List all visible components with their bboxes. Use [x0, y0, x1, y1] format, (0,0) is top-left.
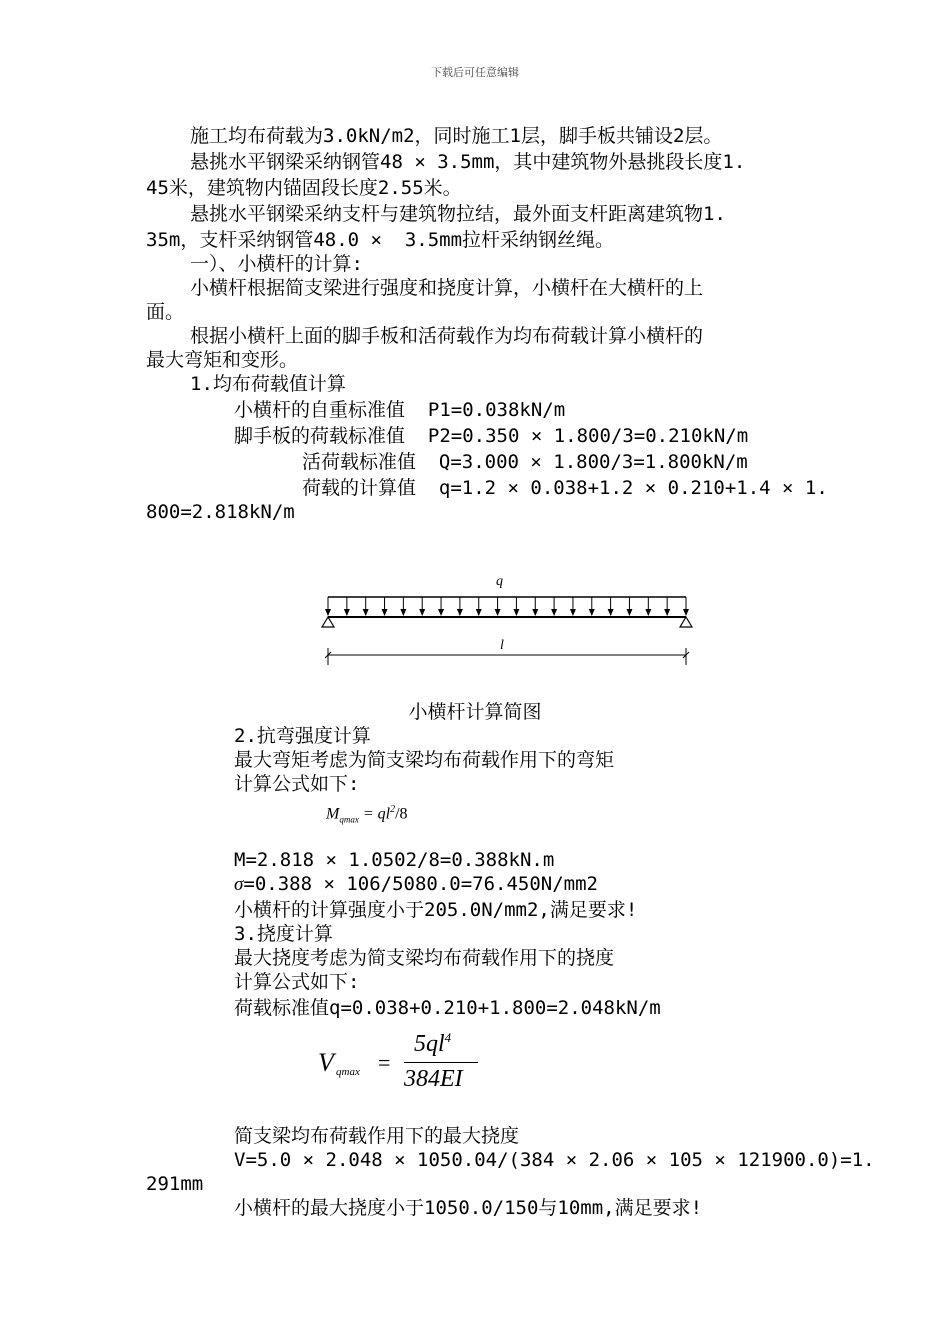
load-arrow-head	[513, 609, 519, 616]
text-line: 悬挑水平钢梁采纳支杆与建筑物拉结，最外面支杆距离建筑物1.	[190, 203, 726, 225]
right-support	[680, 617, 692, 627]
load-arrow-head	[325, 609, 331, 616]
span-label: l	[500, 638, 504, 653]
text-line: 291mm	[146, 1173, 204, 1195]
page-header: 下载后可任意编辑	[431, 66, 519, 79]
load-arrow-head	[495, 609, 501, 616]
load-arrow-head	[382, 609, 388, 616]
text-line: 小横杆的最大挠度小于1050.0/150与10mm,满足要求!	[234, 1197, 703, 1219]
load-arrow-head	[532, 609, 538, 616]
diagram-caption: 小横杆计算简图	[408, 701, 542, 723]
text-line: 简支梁均布荷载作用下的最大挠度	[234, 1125, 520, 1147]
text-line: 活荷载标准值 Q=3.000 × 1.800/3=1.800kN/m	[302, 451, 748, 473]
load-arrow-head	[551, 609, 557, 616]
text-line: 45米，建筑物内锚固段长度2.55米。	[146, 177, 462, 199]
text-line: 800=2.818kN/m	[146, 501, 295, 523]
text-line: 面。	[146, 301, 185, 323]
text-line: 小横杆根据简支梁进行强度和挠度计算，小横杆在大横杆的上	[190, 277, 704, 299]
text-line: 悬挑水平钢梁采纳钢管48 × 3.5mm，其中建筑物外悬挑段长度1.	[190, 151, 746, 173]
moment-formula: $M_{qmax} = ql^2/8$	[326, 804, 408, 825]
load-arrow-head	[457, 609, 463, 616]
load-arrow-head	[400, 609, 406, 616]
subsection-heading: 2.抗弯强度计算	[234, 725, 371, 747]
load-arrows	[325, 597, 689, 616]
load-arrow-head	[476, 609, 482, 616]
load-arrow-head	[608, 609, 614, 616]
text-line: 最大弯矩和变形。	[146, 349, 299, 371]
text-line: 计算公式如下:	[234, 971, 360, 993]
text-line: σ=0.388 × 106/5080.0=76.450N/mm2	[234, 873, 598, 895]
load-arrow-head	[419, 609, 425, 616]
load-arrow-head	[438, 609, 444, 616]
subsection-heading: 3.挠度计算	[234, 923, 333, 945]
deflection-formula: V qmax = $5ql^4$ 384EI	[318, 1030, 488, 1094]
load-arrow-head	[683, 609, 689, 616]
text-line: 根据小横杆上面的脚手板和活荷载作为均布荷载计算小横杆的	[190, 325, 704, 347]
text-line: 荷载标准值q=0.038+0.210+1.800=2.048kN/m	[234, 997, 661, 1019]
load-arrow-head	[664, 609, 670, 616]
text-line: 最大挠度考虑为简支梁均布荷载作用下的挠度	[234, 947, 615, 969]
load-arrow-head	[570, 609, 576, 616]
text-line: 施工均布荷载为3.0kN/m2，同时施工1层，脚手板共铺设2层。	[190, 125, 723, 147]
load-arrow-head	[589, 609, 595, 616]
text-line: 最大弯矩考虑为简支梁均布荷载作用下的弯矩	[234, 749, 615, 771]
load-arrow-head	[626, 609, 632, 616]
text-line: V=5.0 × 2.048 × 1050.04/(384 × 2.06 × 105 × 121900.0)=1.	[234, 1149, 875, 1171]
left-support	[322, 617, 334, 627]
text-line: 小横杆的自重标准值 P1=0.038kN/m	[234, 399, 566, 421]
load-label: q	[496, 574, 503, 589]
beam-diagram	[320, 565, 700, 675]
text-line: M=2.818 × 1.0502/8=0.388kN.m	[234, 849, 555, 871]
section-heading: 一）、小横杆的计算:	[190, 253, 363, 275]
load-arrow-head	[344, 609, 350, 616]
text-line: 脚手板的荷载标准值 P2=0.350 × 1.800/3=0.210kN/m	[234, 425, 749, 447]
text-line: 35m，支杆采纳钢管48.0 × 3.5mm拉杆采纳钢丝绳。	[146, 229, 615, 251]
text-line: 小横杆的计算强度小于205.0N/mm2,满足要求!	[234, 899, 638, 921]
text-line: 荷载的计算值 q=1.2 × 0.038+1.2 × 0.210+1.4 × 1.	[302, 477, 828, 499]
load-arrow-head	[645, 609, 651, 616]
load-arrow-head	[363, 609, 369, 616]
subsection-heading: 1.均布荷载值计算	[190, 373, 346, 395]
text-line: 计算公式如下:	[234, 773, 360, 795]
